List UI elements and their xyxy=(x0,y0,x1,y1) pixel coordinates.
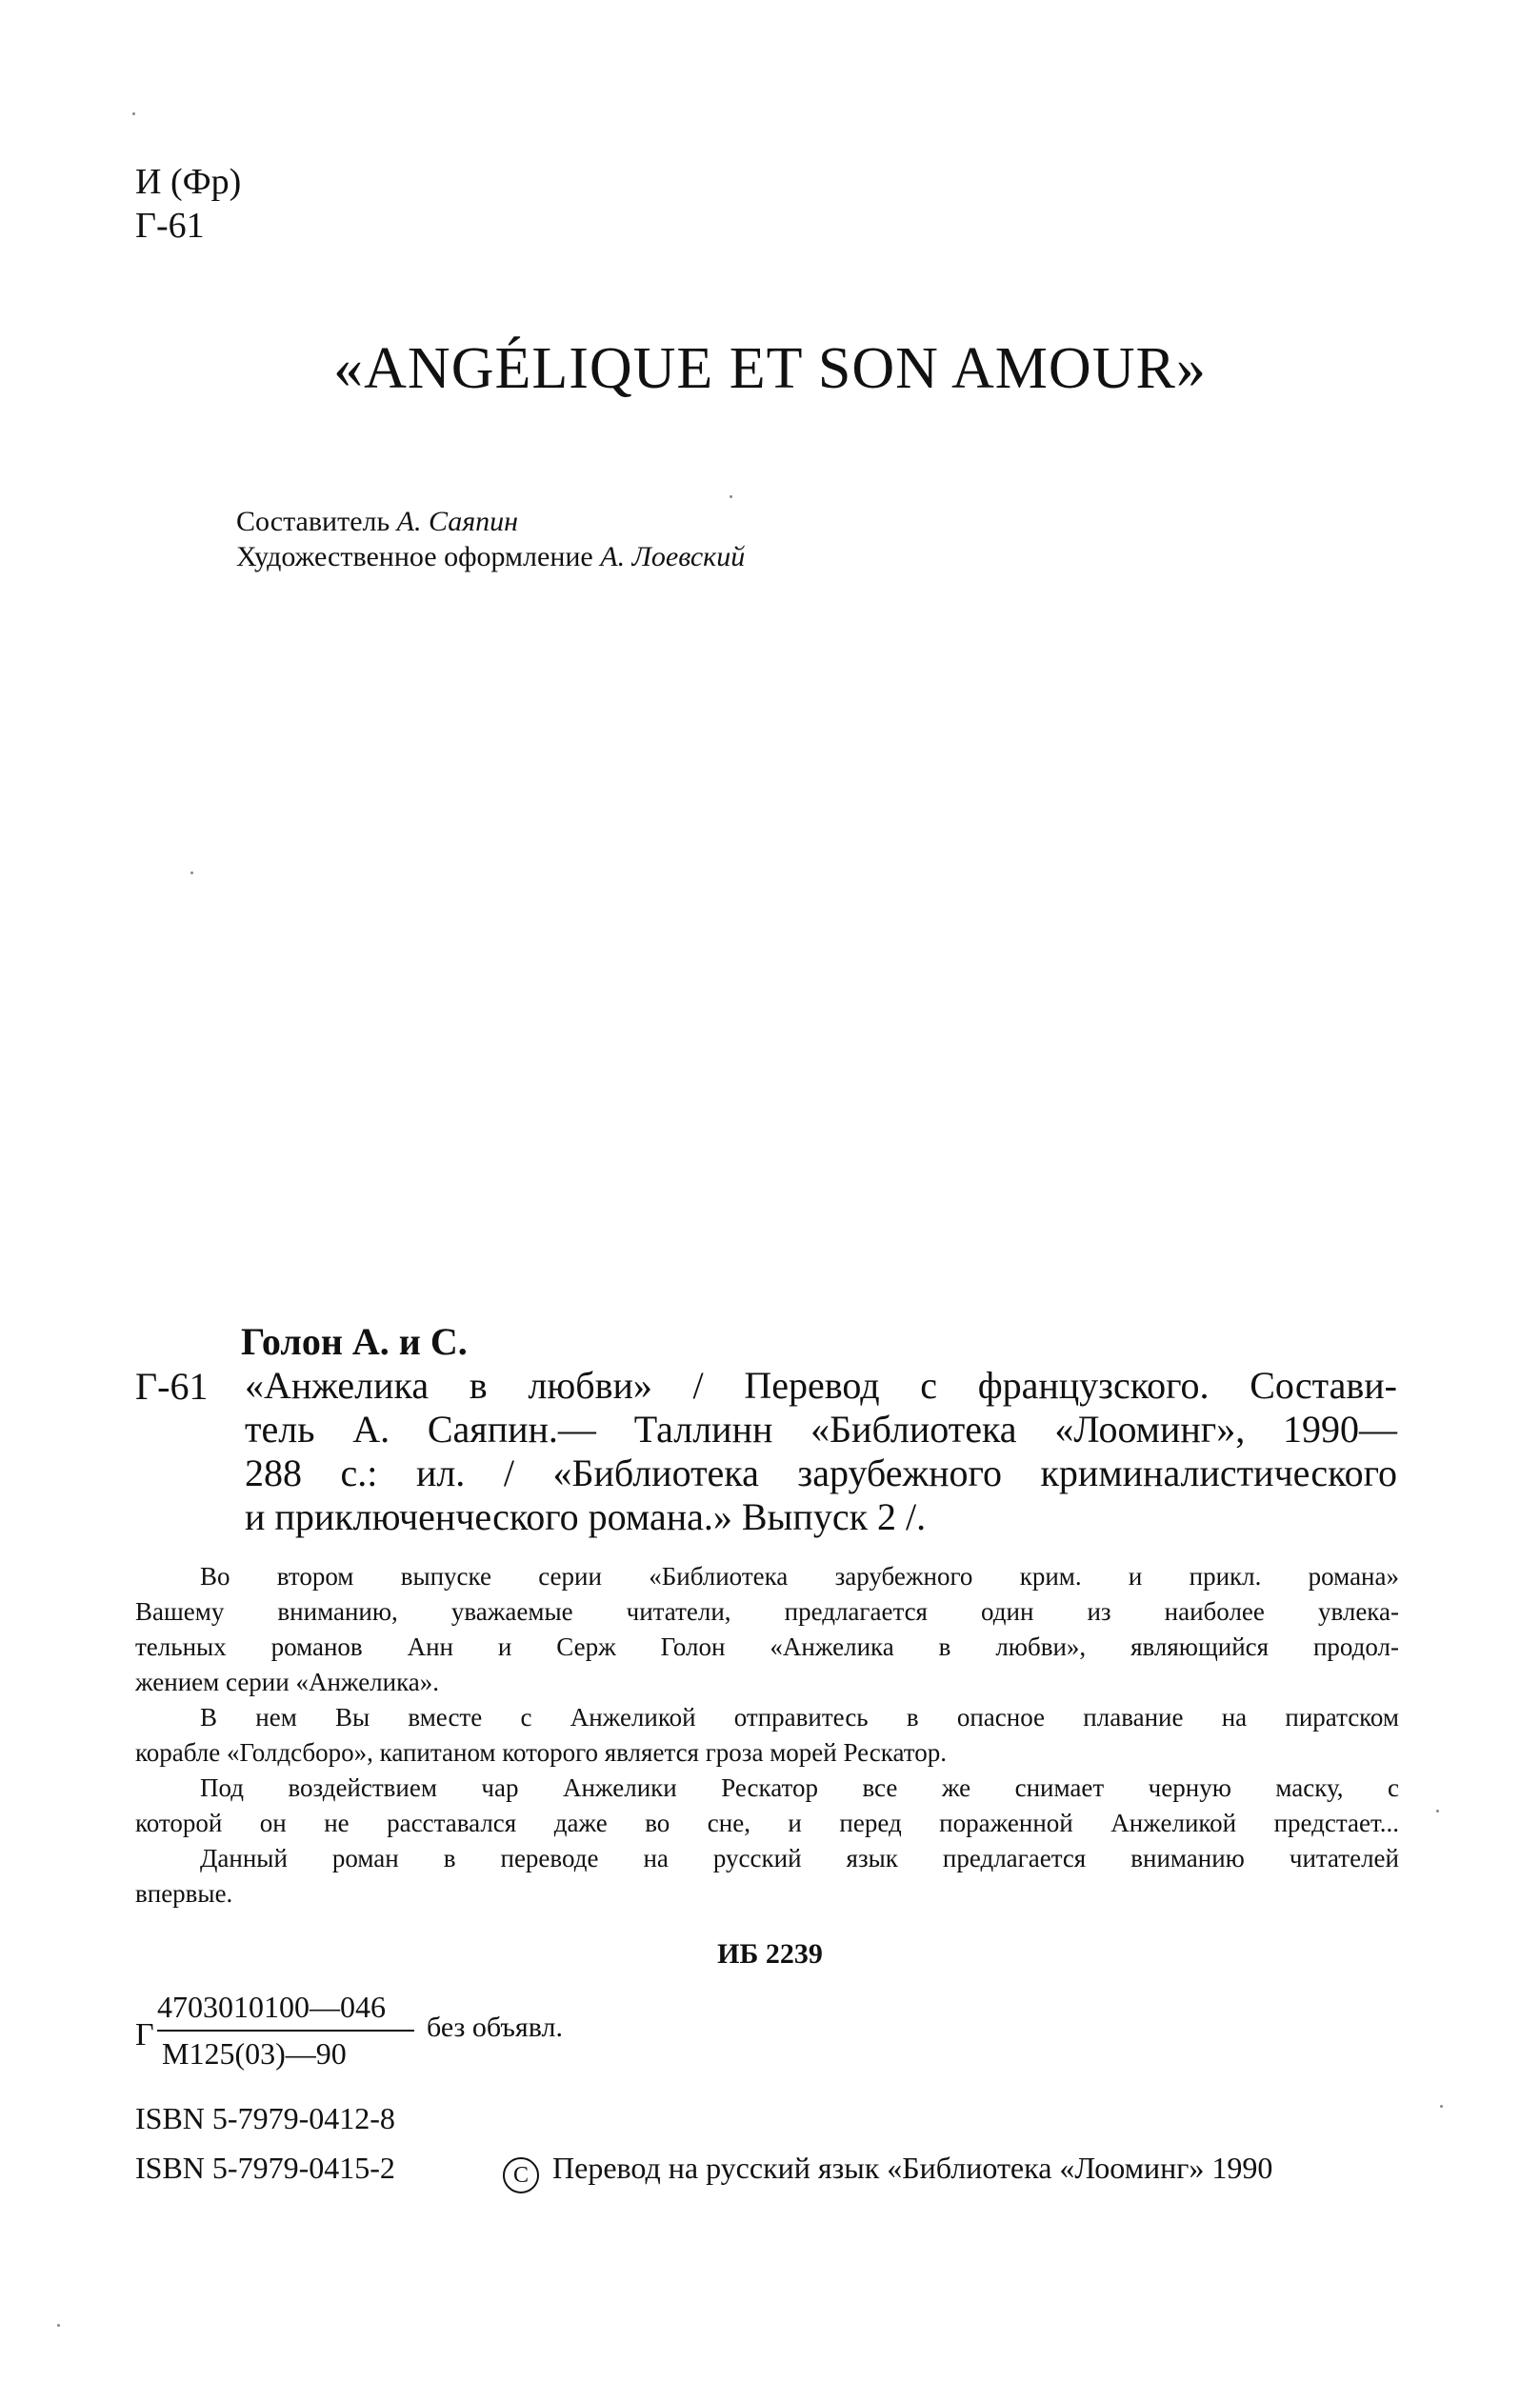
classification-line-2: Г-61 xyxy=(135,206,205,246)
annotation-line: В нем Вы вместе с Анжеликой отправитесь в опасное плавание на пиратском xyxy=(200,1703,1399,1732)
scan-speck xyxy=(1436,1810,1439,1812)
credit-compiler-name: А. Саяпин xyxy=(396,506,519,537)
scan-speck xyxy=(57,2324,60,2327)
fraction-bar xyxy=(157,2030,414,2032)
classification-line-1: И (Фр) xyxy=(135,162,242,202)
credit-designer xyxy=(236,538,745,576)
index-prefix: Г xyxy=(135,2017,154,2053)
bibliography-author: Голон А. и С. xyxy=(241,1320,468,1363)
annotation-line: корабле «Голдсборо», капитаном которого является гроза морей Рескатор. xyxy=(135,1738,947,1767)
scan-speck xyxy=(1440,2105,1443,2108)
annotation-line: впервые. xyxy=(135,1879,233,1908)
annotation-line: Вашему вниманию, уважаемые читатели, предлагается один из наиболее увлека- xyxy=(135,1597,1399,1626)
bibliography-line: «Анжелика в любви» / Перевод с французского. Состави- xyxy=(245,1364,1397,1407)
annotation-line: Под воздействием чар Анжелики Рескатор все же снимает черную маску, с xyxy=(200,1773,1399,1802)
annotation-line: которой он не расставался даже во сне, и перед пораженной Анжеликой предстает... xyxy=(135,1809,1399,1837)
credit-designer-role: Художественное оформление xyxy=(236,541,593,572)
annotation-line: тельных романов Анн и Серж Голон «Анжелика в любви», являющийся продол- xyxy=(135,1632,1399,1661)
scan-speck xyxy=(730,495,732,498)
bibliography-code: Г-61 xyxy=(135,1365,209,1408)
copyright-icon: C xyxy=(503,2157,539,2193)
credit-designer-name: А. Лоевский xyxy=(600,541,746,572)
copyright-text: Перевод на русский язык «Библиотека «Лооминг» 1990 xyxy=(552,2151,1273,2185)
isbn-1: ISBN 5-7979-0412-8 xyxy=(135,2101,395,2135)
copyright-line xyxy=(503,2151,1272,2193)
ib-number: ИБ 2239 xyxy=(717,1938,823,1970)
bibliography-line: 288 с.: ил. / «Библиотека зарубежного криминалистического xyxy=(245,1452,1397,1494)
annotation-line: Данный роман в переводе на русский язык предлагается вниманию читателей xyxy=(200,1844,1399,1872)
bibliography-line: и приключенческого романа.» Выпуск 2 /. xyxy=(245,1495,927,1538)
bibliography-line: тель А. Саяпин.— Таллинн «Библиотека «Лооминг», 1990— xyxy=(245,1408,1397,1451)
index-note: без объявл. xyxy=(427,2012,563,2043)
scan-speck xyxy=(190,871,193,874)
index-denominator: М125(03)—90 xyxy=(162,2036,347,2071)
credit-compiler-role: Составитель xyxy=(236,506,390,537)
isbn-2: ISBN 5-7979-0415-2 xyxy=(135,2151,395,2185)
annotation-line: жением серии «Анжелика». xyxy=(135,1668,440,1696)
index-numerator: 4703010100—046 xyxy=(157,1990,386,2024)
credit-compiler xyxy=(236,503,518,541)
annotation-line: Во втором выпуске серии «Библиотека зарубежного крим. и прикл. романа» xyxy=(200,1562,1399,1591)
book-title: «ANGÉLIQUE ET SON AMOUR» xyxy=(333,336,1207,401)
scan-speck xyxy=(132,112,135,115)
